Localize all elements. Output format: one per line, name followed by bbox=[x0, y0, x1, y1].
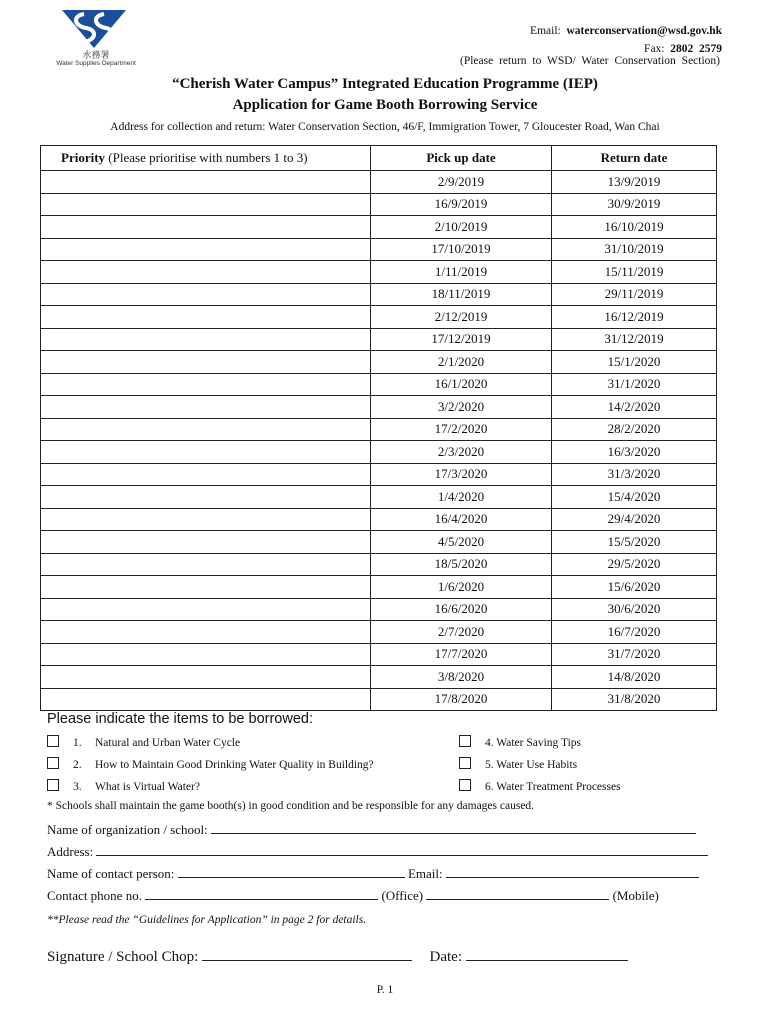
schedule-table bbox=[40, 145, 717, 711]
return-date-cell: 14/8/2020 bbox=[552, 666, 717, 689]
wsd-logo bbox=[46, 8, 146, 70]
table-row bbox=[41, 576, 717, 599]
date-input-line[interactable] bbox=[466, 946, 628, 961]
pickup-date-cell: 2/7/2020 bbox=[371, 621, 552, 644]
address-label: Address: bbox=[47, 844, 94, 859]
priority-cell[interactable] bbox=[41, 238, 371, 261]
table-row bbox=[41, 238, 717, 261]
priority-cell[interactable] bbox=[41, 643, 371, 666]
return-date-cell: 16/7/2020 bbox=[552, 621, 717, 644]
return-date-cell: 15/5/2020 bbox=[552, 531, 717, 554]
pickup-date-cell: 2/3/2020 bbox=[371, 441, 552, 464]
return-date-cell: 28/2/2020 bbox=[552, 418, 717, 441]
item-option-4[interactable] bbox=[459, 735, 581, 749]
priority-cell[interactable] bbox=[41, 486, 371, 509]
table-row bbox=[41, 508, 717, 531]
priority-cell[interactable] bbox=[41, 171, 371, 194]
priority-cell[interactable] bbox=[41, 418, 371, 441]
table-row bbox=[41, 531, 717, 554]
item-label: 6. Water Treatment Processes bbox=[485, 781, 621, 793]
table-row bbox=[41, 171, 717, 194]
checkbox-icon[interactable] bbox=[47, 757, 59, 769]
table-row bbox=[41, 643, 717, 666]
phone-label: Contact phone no. bbox=[47, 888, 142, 903]
pickup-date-cell: 18/11/2019 bbox=[371, 283, 552, 306]
pickup-date-cell: 16/4/2020 bbox=[371, 508, 552, 531]
table-row bbox=[41, 688, 717, 711]
pickup-date-cell: 16/6/2020 bbox=[371, 598, 552, 621]
priority-cell[interactable] bbox=[41, 598, 371, 621]
table-row bbox=[41, 306, 717, 329]
return-date-cell: 31/8/2020 bbox=[552, 688, 717, 711]
table-row bbox=[41, 351, 717, 374]
phone-field[interactable] bbox=[47, 887, 659, 904]
table-row bbox=[41, 193, 717, 216]
table-header-row bbox=[41, 146, 717, 171]
priority-cell[interactable] bbox=[41, 396, 371, 419]
priority-cell[interactable] bbox=[41, 666, 371, 689]
email-line bbox=[530, 22, 722, 40]
signature-row[interactable] bbox=[47, 946, 628, 966]
priority-cell[interactable] bbox=[41, 441, 371, 464]
item-option-5[interactable] bbox=[459, 757, 577, 771]
schedule-body bbox=[41, 171, 717, 711]
logo-chinese-name: 水務署 bbox=[82, 51, 110, 61]
pickup-date-cell: 1/4/2020 bbox=[371, 486, 552, 509]
email-input-line[interactable] bbox=[446, 865, 699, 878]
return-date-cell: 14/2/2020 bbox=[552, 396, 717, 419]
org-input-line[interactable] bbox=[211, 821, 696, 834]
checkbox-icon[interactable] bbox=[47, 735, 59, 747]
return-date-cell: 15/6/2020 bbox=[552, 576, 717, 599]
pickup-date-cell: 17/7/2020 bbox=[371, 643, 552, 666]
table-row bbox=[41, 666, 717, 689]
collection-address: Address for collection and return: Water Conservation Section, 46/F, Immigration Tower, 7 Gloucester Road, Wan Chai bbox=[110, 121, 660, 133]
priority-header-bold: Priority bbox=[61, 150, 106, 165]
item-option-1[interactable] bbox=[47, 735, 240, 749]
priority-cell[interactable] bbox=[41, 193, 371, 216]
checkbox-icon[interactable] bbox=[459, 757, 471, 769]
item-label: How to Maintain Good Drinking Water Quality in Building? bbox=[95, 759, 374, 771]
priority-header bbox=[41, 146, 371, 171]
pickup-date-cell: 16/9/2019 bbox=[371, 193, 552, 216]
office-phone-input-line[interactable] bbox=[145, 887, 378, 900]
logo-english-name: Water Supplies Department bbox=[56, 60, 136, 67]
checkbox-icon[interactable] bbox=[459, 779, 471, 791]
guidelines-note: **Please read the “Guidelines for Application” in page 2 for details. bbox=[47, 914, 367, 926]
return-date-cell: 30/6/2020 bbox=[552, 598, 717, 621]
pickup-date-cell: 1/11/2019 bbox=[371, 261, 552, 284]
pickup-date-cell: 2/10/2019 bbox=[371, 216, 552, 239]
return-date-cell: 16/10/2019 bbox=[552, 216, 717, 239]
priority-cell[interactable] bbox=[41, 688, 371, 711]
table-row bbox=[41, 418, 717, 441]
pickup-date-cell: 2/1/2020 bbox=[371, 351, 552, 374]
return-date-cell: 31/10/2019 bbox=[552, 238, 717, 261]
item-number: 3. bbox=[73, 781, 82, 793]
table-row bbox=[41, 283, 717, 306]
checkbox-icon[interactable] bbox=[47, 779, 59, 791]
item-number: 1. bbox=[73, 737, 82, 749]
pickup-date-cell: 2/12/2019 bbox=[371, 306, 552, 329]
return-date-cell: 31/12/2019 bbox=[552, 328, 717, 351]
item-option-3[interactable] bbox=[47, 779, 200, 793]
pickup-date-cell: 17/3/2020 bbox=[371, 463, 552, 486]
page-number: P. 1 bbox=[376, 984, 394, 996]
pickup-date-cell: 17/10/2019 bbox=[371, 238, 552, 261]
pickup-date-cell: 2/9/2019 bbox=[371, 171, 552, 194]
table-row bbox=[41, 553, 717, 576]
org-label: Name of organization / school: bbox=[47, 822, 208, 837]
signature-input-line[interactable] bbox=[202, 946, 412, 961]
return-note: (Please return to WSD/ Water Conservation Section) bbox=[459, 55, 720, 67]
checkbox-icon[interactable] bbox=[459, 735, 471, 747]
maintenance-note: * Schools shall maintain the game booth(s) in good condition and be responsible for any damages caused. bbox=[47, 800, 535, 812]
table-row bbox=[41, 216, 717, 239]
pickup-date-cell: 3/8/2020 bbox=[371, 666, 552, 689]
priority-cell[interactable] bbox=[41, 463, 371, 486]
contact-person-field[interactable] bbox=[47, 865, 699, 882]
return-date-cell: 29/4/2020 bbox=[552, 508, 717, 531]
table-row bbox=[41, 328, 717, 351]
return-date-cell: 13/9/2019 bbox=[552, 171, 717, 194]
return-date-cell: 16/3/2020 bbox=[552, 441, 717, 464]
wsd-logo-icon bbox=[62, 8, 126, 48]
pickup-date-cell: 4/5/2020 bbox=[371, 531, 552, 554]
table-row bbox=[41, 261, 717, 284]
page-title: “Cherish Water Campus” Integrated Education Programme (IEP) bbox=[172, 76, 598, 92]
item-label: Natural and Urban Water Cycle bbox=[95, 737, 241, 749]
priority-cell[interactable] bbox=[41, 306, 371, 329]
pickup-header: Pick up date bbox=[371, 146, 552, 171]
date-label: Date: bbox=[429, 949, 462, 965]
fax-label: Fax: bbox=[644, 43, 665, 55]
priority-cell[interactable] bbox=[41, 328, 371, 351]
pickup-date-cell: 17/8/2020 bbox=[371, 688, 552, 711]
page-subtitle: Application for Game Booth Borrowing Service bbox=[232, 97, 538, 113]
item-label: 5. Water Use Habits bbox=[485, 759, 578, 771]
signature-label: Signature / School Chop: bbox=[47, 949, 199, 965]
pickup-date-cell: 17/2/2020 bbox=[371, 418, 552, 441]
priority-header-note: (Please prioritise with numbers 1 to 3) bbox=[105, 150, 308, 165]
pickup-date-cell: 3/2/2020 bbox=[371, 396, 552, 419]
contact-person-input-line[interactable] bbox=[178, 865, 405, 878]
priority-cell[interactable] bbox=[41, 508, 371, 531]
contact-block bbox=[530, 22, 722, 58]
email-field-label: Email: bbox=[407, 866, 443, 881]
priority-cell[interactable] bbox=[41, 373, 371, 396]
return-date-cell: 31/7/2020 bbox=[552, 643, 717, 666]
return-date-cell: 15/11/2019 bbox=[552, 261, 717, 284]
org-field[interactable] bbox=[47, 821, 696, 838]
return-date-cell: 29/11/2019 bbox=[552, 283, 717, 306]
mobile-label: (Mobile) bbox=[612, 888, 659, 903]
pickup-date-cell: 18/5/2020 bbox=[371, 553, 552, 576]
pickup-date-cell: 16/1/2020 bbox=[371, 373, 552, 396]
address-field[interactable] bbox=[47, 843, 708, 860]
priority-cell[interactable] bbox=[41, 621, 371, 644]
return-date-cell: 29/5/2020 bbox=[552, 553, 717, 576]
priority-cell[interactable] bbox=[41, 261, 371, 284]
return-date-cell: 15/4/2020 bbox=[552, 486, 717, 509]
table-row bbox=[41, 621, 717, 644]
item-number: 2. bbox=[73, 759, 82, 771]
return-date-cell: 30/9/2019 bbox=[552, 193, 717, 216]
priority-cell[interactable] bbox=[41, 351, 371, 374]
priority-cell[interactable] bbox=[41, 216, 371, 239]
table-row bbox=[41, 598, 717, 621]
office-label: (Office) bbox=[381, 888, 424, 903]
table-row bbox=[41, 486, 717, 509]
item-option-2[interactable] bbox=[47, 757, 374, 771]
return-date-cell: 31/1/2020 bbox=[552, 373, 717, 396]
pickup-date-cell: 17/12/2019 bbox=[371, 328, 552, 351]
address-input-line[interactable] bbox=[96, 843, 708, 856]
contact-person-label: Name of contact person: bbox=[47, 866, 175, 881]
item-label: 4. Water Saving Tips bbox=[485, 737, 581, 749]
return-header: Return date bbox=[552, 146, 717, 171]
return-date-cell: 15/1/2020 bbox=[552, 351, 717, 374]
fax-number: 2802 2579 bbox=[670, 43, 722, 55]
pickup-date-cell: 1/6/2020 bbox=[371, 576, 552, 599]
items-heading: Please indicate the items to be borrowed: bbox=[47, 711, 313, 727]
return-date-cell: 16/12/2019 bbox=[552, 306, 717, 329]
mobile-phone-input-line[interactable] bbox=[426, 887, 609, 900]
table-row bbox=[41, 396, 717, 419]
item-option-6[interactable] bbox=[459, 779, 621, 793]
table-row bbox=[41, 441, 717, 464]
priority-cell[interactable] bbox=[41, 283, 371, 306]
return-date-cell: 31/3/2020 bbox=[552, 463, 717, 486]
email-address[interactable]: waterconservation@wsd.gov.hk bbox=[566, 25, 722, 37]
table-row bbox=[41, 463, 717, 486]
priority-cell[interactable] bbox=[41, 576, 371, 599]
priority-cell[interactable] bbox=[41, 553, 371, 576]
email-label: Email: bbox=[530, 25, 561, 37]
priority-cell[interactable] bbox=[41, 531, 371, 554]
item-label: What is Virtual Water? bbox=[95, 781, 200, 793]
table-row bbox=[41, 373, 717, 396]
